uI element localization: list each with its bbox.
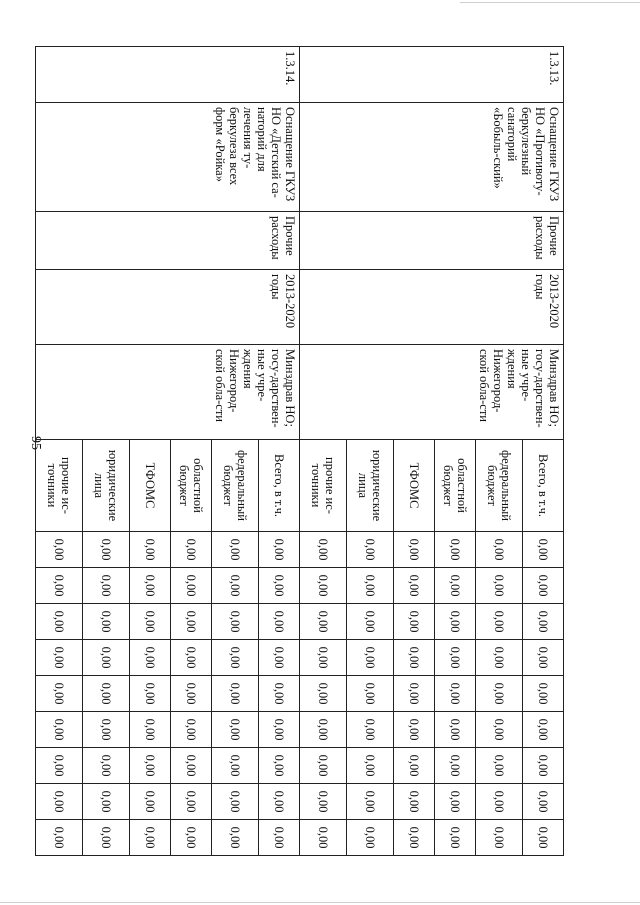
amount-cell: 0,00: [130, 784, 171, 820]
expense-type-cell: Прочие расходы: [36, 212, 300, 270]
funding-source-label: областной бюджет: [171, 440, 212, 532]
amount-cell: 0,00: [523, 604, 564, 640]
amount-cell: 0,00: [36, 712, 83, 748]
amount-cell: 0,00: [523, 532, 564, 568]
table-body: [36, 47, 564, 856]
amount-cell: 0,00: [435, 748, 476, 784]
scan-edge-line-bottom: [0, 902, 640, 903]
amount-cell: 0,00: [171, 712, 212, 748]
amount-cell: 0,00: [435, 532, 476, 568]
table-row: [523, 47, 564, 856]
funding-source-label: прочие ис-точники: [300, 440, 347, 532]
amount-cell: 0,00: [259, 604, 300, 640]
amount-cell: 0,00: [523, 820, 564, 856]
amount-cell: 0,00: [83, 676, 130, 712]
amount-cell: 0,00: [300, 748, 347, 784]
amount-cell: 0,00: [300, 532, 347, 568]
amount-cell: 0,00: [347, 820, 394, 856]
table-row: [259, 47, 300, 856]
amount-cell: 0,00: [476, 640, 523, 676]
item-name-cell: Оснащение ГКУЗ НО «Противоту-беркулезный санаторий «Бобыль-ский»: [300, 103, 564, 212]
amount-cell: 0,00: [435, 820, 476, 856]
amount-cell: 0,00: [347, 748, 394, 784]
amount-cell: 0,00: [171, 676, 212, 712]
amount-cell: 0,00: [83, 820, 130, 856]
amount-cell: 0,00: [212, 604, 259, 640]
amount-cell: 0,00: [476, 604, 523, 640]
funding-source-label: федеральный бюджет: [212, 440, 259, 532]
amount-cell: 0,00: [130, 820, 171, 856]
amount-cell: 0,00: [394, 676, 435, 712]
amount-cell: 0,00: [36, 748, 83, 784]
amount-cell: 0,00: [476, 712, 523, 748]
amount-cell: 0,00: [394, 820, 435, 856]
amount-cell: 0,00: [435, 568, 476, 604]
amount-cell: 0,00: [83, 640, 130, 676]
amount-cell: 0,00: [36, 820, 83, 856]
amount-cell: 0,00: [83, 748, 130, 784]
executor-cell: Минздрав НО; госу-дарствен-ные учре-ждения Нижегород-ской обла-сти: [36, 345, 300, 440]
funding-source-label: ТФОМС: [130, 440, 171, 532]
amount-cell: 0,00: [36, 676, 83, 712]
amount-cell: 0,00: [259, 532, 300, 568]
amount-cell: 0,00: [83, 532, 130, 568]
scan-edge-line-top: [460, 2, 640, 3]
expense-type-cell: Прочие расходы: [300, 212, 564, 270]
amount-cell: 0,00: [394, 784, 435, 820]
amount-cell: 0,00: [212, 640, 259, 676]
amount-cell: 0,00: [171, 820, 212, 856]
amount-cell: 0,00: [476, 748, 523, 784]
amount-cell: 0,00: [130, 532, 171, 568]
amount-cell: 0,00: [36, 604, 83, 640]
amount-cell: 0,00: [259, 640, 300, 676]
amount-cell: 0,00: [130, 748, 171, 784]
amount-cell: 0,00: [36, 532, 83, 568]
item-number-cell: 1.3.14.: [36, 47, 300, 103]
amount-cell: 0,00: [300, 640, 347, 676]
amount-cell: 0,00: [394, 568, 435, 604]
amount-cell: 0,00: [171, 532, 212, 568]
amount-cell: 0,00: [523, 676, 564, 712]
amount-cell: 0,00: [130, 604, 171, 640]
funding-source-label: Всего, в т.ч.: [259, 440, 300, 532]
amount-cell: 0,00: [300, 712, 347, 748]
amount-cell: 0,00: [171, 640, 212, 676]
amount-cell: 0,00: [259, 784, 300, 820]
amount-cell: 0,00: [347, 640, 394, 676]
amount-cell: 0,00: [523, 712, 564, 748]
amount-cell: 0,00: [435, 604, 476, 640]
amount-cell: 0,00: [476, 784, 523, 820]
amount-cell: 0,00: [212, 820, 259, 856]
amount-cell: 0,00: [394, 748, 435, 784]
amount-cell: 0,00: [523, 784, 564, 820]
amount-cell: 0,00: [259, 820, 300, 856]
amount-cell: 0,00: [212, 712, 259, 748]
amount-cell: 0,00: [259, 568, 300, 604]
amount-cell: 0,00: [259, 676, 300, 712]
amount-cell: 0,00: [83, 604, 130, 640]
amount-cell: 0,00: [476, 568, 523, 604]
page-number: 95: [28, 436, 43, 450]
amount-cell: 0,00: [435, 712, 476, 748]
amount-cell: 0,00: [171, 784, 212, 820]
amount-cell: 0,00: [83, 568, 130, 604]
amount-cell: 0,00: [300, 568, 347, 604]
amount-cell: 0,00: [347, 568, 394, 604]
funding-source-label: юридические лица: [83, 440, 130, 532]
funding-table: [35, 46, 564, 856]
amount-cell: 0,00: [259, 748, 300, 784]
amount-cell: 0,00: [476, 820, 523, 856]
amount-cell: 0,00: [130, 676, 171, 712]
funding-source-label: Всего, в т.ч.: [523, 440, 564, 532]
amount-cell: 0,00: [36, 568, 83, 604]
funding-source-label: федеральный бюджет: [476, 440, 523, 532]
amount-cell: 0,00: [36, 784, 83, 820]
amount-cell: 0,00: [394, 712, 435, 748]
amount-cell: 0,00: [36, 640, 83, 676]
amount-cell: 0,00: [435, 676, 476, 712]
amount-cell: 0,00: [130, 568, 171, 604]
amount-cell: 0,00: [347, 712, 394, 748]
amount-cell: 0,00: [523, 568, 564, 604]
funding-source-label: юридические лица: [347, 440, 394, 532]
amount-cell: 0,00: [130, 712, 171, 748]
amount-cell: 0,00: [394, 604, 435, 640]
amount-cell: 0,00: [476, 676, 523, 712]
amount-cell: 0,00: [523, 748, 564, 784]
amount-cell: 0,00: [347, 676, 394, 712]
amount-cell: 0,00: [212, 532, 259, 568]
funding-source-label: прочие ис-точники: [36, 440, 83, 532]
amount-cell: 0,00: [83, 712, 130, 748]
amount-cell: 0,00: [394, 640, 435, 676]
period-cell: 2013-2020 годы: [36, 270, 300, 345]
funding-source-label: областной бюджет: [435, 440, 476, 532]
amount-cell: 0,00: [212, 568, 259, 604]
amount-cell: 0,00: [171, 604, 212, 640]
amount-cell: 0,00: [130, 640, 171, 676]
amount-cell: 0,00: [435, 640, 476, 676]
item-name-cell: Оснащение ГКУЗ НО «Детский са-наторий для лечения ту-беркулеза всех форм «Ройка»: [36, 103, 300, 212]
amount-cell: 0,00: [212, 748, 259, 784]
amount-cell: 0,00: [259, 712, 300, 748]
amount-cell: 0,00: [347, 532, 394, 568]
amount-cell: 0,00: [300, 820, 347, 856]
amount-cell: 0,00: [300, 676, 347, 712]
amount-cell: 0,00: [347, 784, 394, 820]
executor-cell: Минздрав НО; госу-дарствен-ные учре-ждения Нижегород-ской обла-сти: [300, 345, 564, 440]
amount-cell: 0,00: [212, 676, 259, 712]
period-cell: 2013-2020 годы: [300, 270, 564, 345]
amount-cell: 0,00: [212, 784, 259, 820]
amount-cell: 0,00: [347, 604, 394, 640]
amount-cell: 0,00: [476, 532, 523, 568]
item-number-cell: 1.3.13.: [300, 47, 564, 103]
amount-cell: 0,00: [435, 784, 476, 820]
amount-cell: 0,00: [171, 748, 212, 784]
amount-cell: 0,00: [300, 604, 347, 640]
amount-cell: 0,00: [83, 784, 130, 820]
amount-cell: 0,00: [171, 568, 212, 604]
amount-cell: 0,00: [300, 784, 347, 820]
funding-source-label: ТФОМС: [394, 440, 435, 532]
amount-cell: 0,00: [523, 640, 564, 676]
amount-cell: 0,00: [394, 532, 435, 568]
